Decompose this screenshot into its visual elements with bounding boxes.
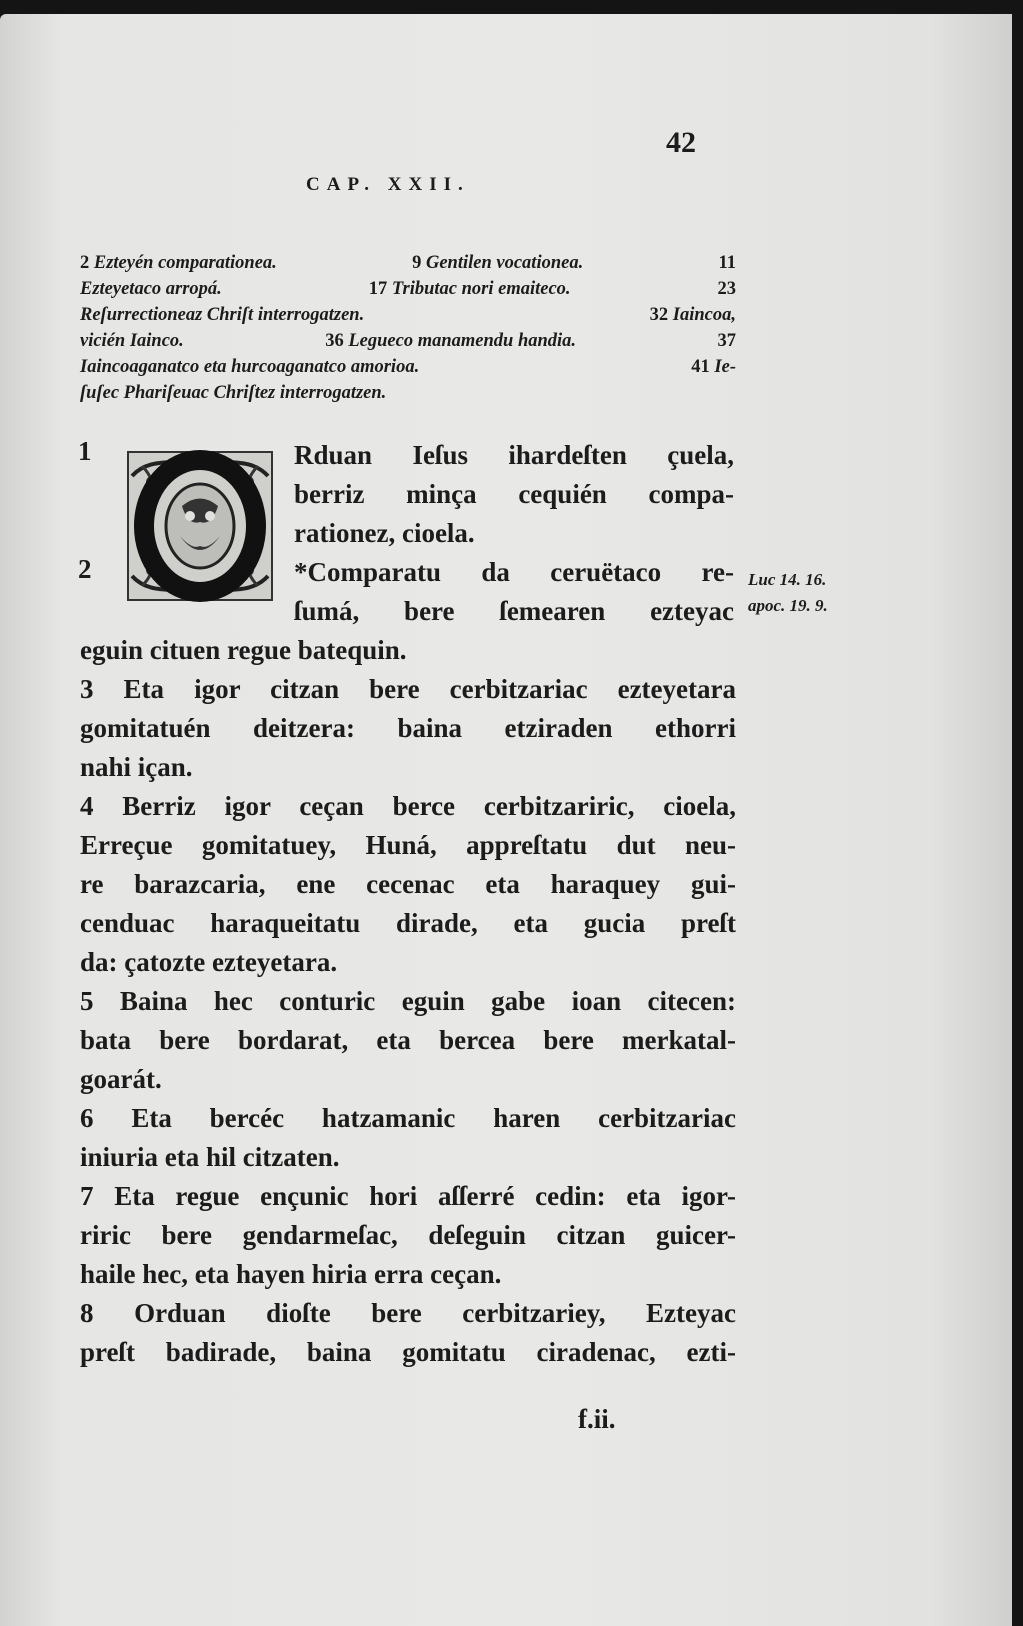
summary-segment: ſuſec Phariſeuac Chriſtez interrogatzen. [80, 383, 387, 403]
summary-segment: 36 Legueco manamendu handia. [325, 331, 577, 351]
verse-line: eguin cituen regue batequin. [80, 635, 407, 665]
verse-line: riric bere gendarmeſac, deſeguin citzan guicer- [80, 1220, 736, 1250]
summary-line [80, 250, 736, 276]
summary-line [80, 354, 736, 380]
marginal-reference-1: Luc 14. 16. [748, 570, 827, 589]
summary-line [80, 276, 736, 302]
summary-segment: 32 Iaincoa, [649, 305, 736, 325]
decorated-initial-o [122, 446, 278, 606]
verse-line: haile hec, eta hayen hiria erra ceçan. [80, 1259, 502, 1289]
verse-line: nahi içan. [80, 752, 193, 782]
verse-number-2: 2 [78, 554, 92, 584]
verse-line: iniuria eta hil citzaten. [80, 1142, 340, 1172]
chapter-summary [80, 250, 736, 406]
verse-line: re barazcaria, ene cecenac eta haraquey gui- [80, 869, 736, 899]
summary-line [80, 380, 736, 406]
book-page [0, 14, 1012, 1626]
summary-segment: 2 Ezteyén comparationea. [80, 253, 277, 273]
summary-segment: 9 Gentilen vocationea. [412, 253, 584, 273]
ornament-icon [122, 446, 278, 606]
verse-line: 6 Eta bercéc hatzamanic haren cerbitzariac [80, 1103, 736, 1133]
summary-segment: Reſurrectioneaz Chriſt interrogatzen. [80, 305, 365, 325]
verse-number-1: 1 [78, 436, 92, 466]
marginal-reference-2: apoc. 19. 9. [748, 596, 828, 615]
verse-line: *Comparatu da ceruëtaco re- [294, 557, 734, 587]
summary-segment: 17 Tributac nori emaiteco. [368, 279, 571, 299]
verse-line: goarát. [80, 1064, 162, 1094]
summary-line [80, 302, 736, 328]
summary-segment: Iaincoaganatco eta hurcoaganatco amorioa. [80, 357, 420, 377]
verse-line: da: çatozte ezteyetara. [80, 947, 338, 977]
verse-line: Rduan Ieſus ihardeſten çuela, [294, 440, 734, 470]
verse-line: rationez, cioela. [294, 518, 475, 548]
verse-line: 8 Orduan dioſte bere cerbitzariey, Ezteyac [80, 1298, 736, 1328]
verse-line: gomitatuén deitzera: baina etziraden ethorri [80, 713, 736, 743]
summary-segment: 37 [717, 331, 736, 351]
summary-segment: 11 [718, 253, 736, 273]
verse-line: ſumá, bere ſemearen ezteyac [294, 596, 734, 626]
page-number: 42 [666, 126, 696, 159]
summary-segment: vicién Iainco. [80, 331, 184, 351]
signature-mark: f.ii. [578, 1404, 616, 1434]
verse-line: cenduac haraqueitatu dirade, eta gucia preſt [80, 908, 736, 938]
verse-line: 4 Berriz igor ceçan berce cerbitzariric, cioela, [80, 791, 736, 821]
summary-segment: Ezteyetaco arropá. [80, 279, 222, 299]
summary-line [80, 328, 736, 354]
verse-line: 5 Baina hec conturic eguin gabe ioan citecen: [80, 986, 736, 1016]
verse-line: preſt badirade, baina gomitatu ciradenac, ezti- [80, 1337, 736, 1367]
verse-line: 3 Eta igor citzan bere cerbitzariac ezteyetara [80, 674, 736, 704]
verse-line: Erreçue gomitatuey, Huná, appreſtatu dut neu- [80, 830, 736, 860]
summary-segment: 23 [717, 279, 736, 299]
summary-segment: 41 Ie- [691, 357, 736, 377]
verse-line: berriz minça cequién compa- [294, 479, 734, 509]
chapter-heading: CAP. XXII. [306, 174, 470, 195]
verse-line: bata bere bordarat, eta bercea bere merkatal- [80, 1025, 736, 1055]
verse-line: 7 Eta regue ençunic hori aſſerré cedin: eta igor- [80, 1181, 736, 1211]
